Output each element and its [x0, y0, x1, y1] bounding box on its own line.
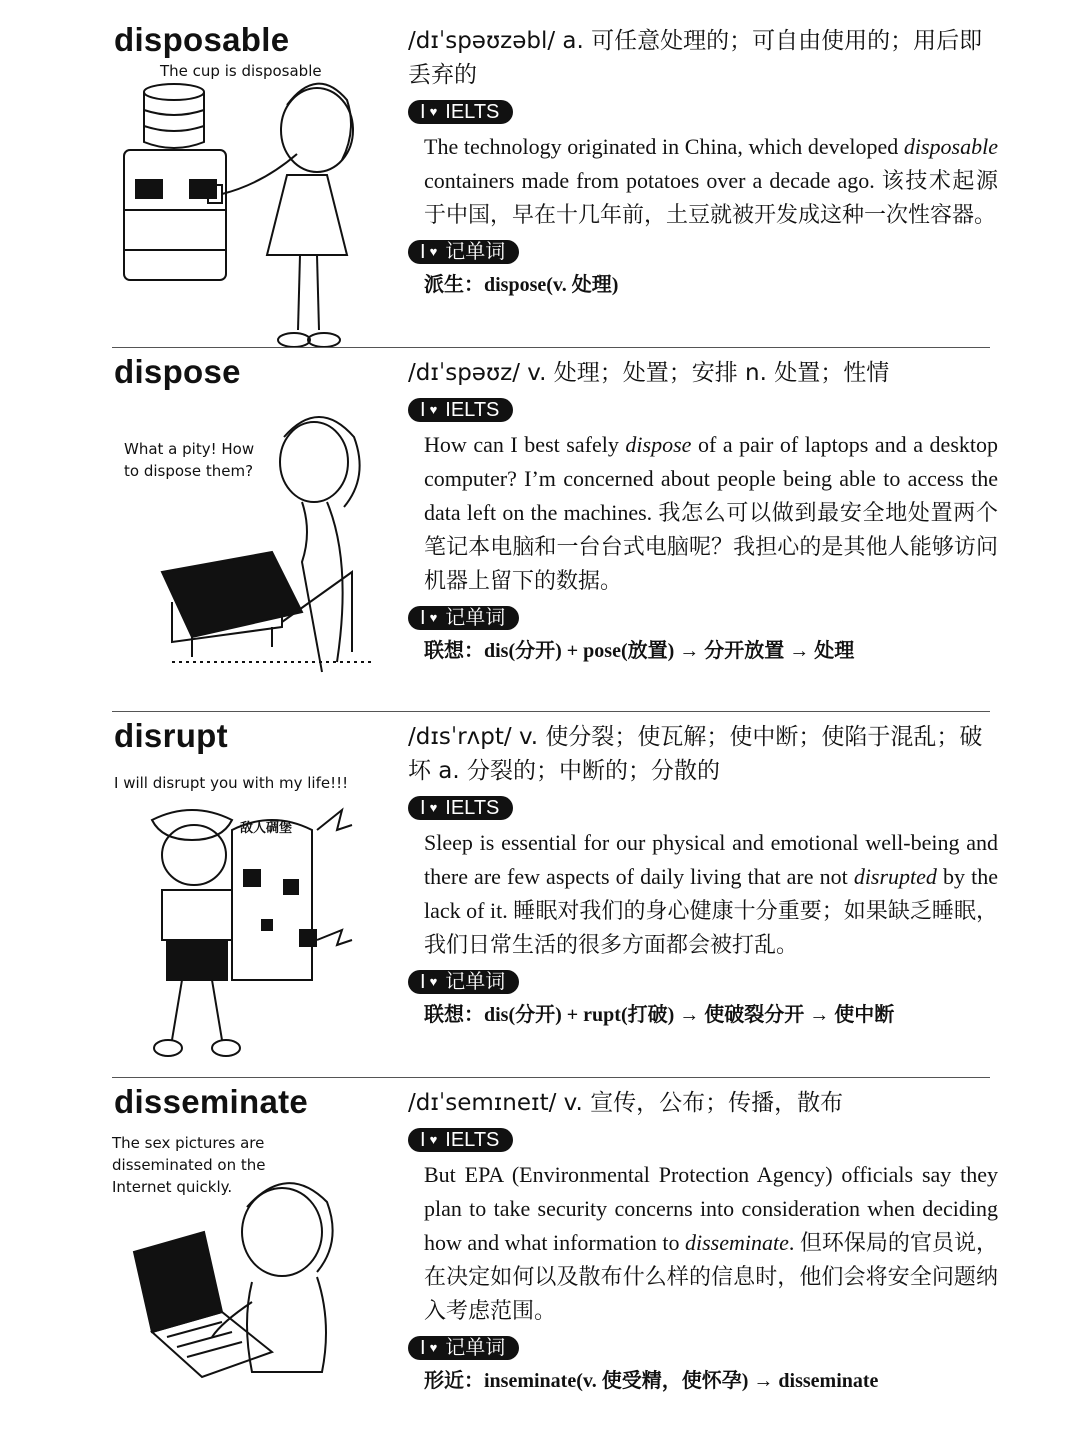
- memo-badge: I ♥ 记单词: [408, 970, 519, 994]
- heart-icon: ♥: [429, 104, 438, 119]
- definition: /dɪˈspəʊz/ v. 处理；处置；安排 n. 处置；性情: [408, 360, 890, 386]
- memo-badge: I ♥ 记单词: [408, 240, 519, 264]
- example-sentence: Sleep is essential for our physical and emotional well-being and there are few aspects of daily living that are not disrupted by the lack of it. 睡眠对我们的身心健康十分重要；如果缺乏睡眠，我们日常生活的很多方面都会被打乱。: [424, 830, 998, 957]
- illustration: [112, 770, 382, 1070]
- definition: /dɪˈsemɪneɪt/ v. 宣传，公布；传播，散布: [408, 1090, 844, 1116]
- heart-icon: ♥: [429, 402, 438, 417]
- heart-icon: ♥: [429, 1132, 438, 1147]
- memo-note: 联想：dis(分开) + pose(放置) → 分开放置 → 处理: [424, 640, 855, 662]
- headword: disposable: [114, 21, 290, 58]
- ielts-badge: I ♥ IELTS: [408, 1128, 513, 1152]
- illustration: [112, 402, 382, 702]
- memo-note: 派生：dispose(v. 处理): [424, 274, 619, 296]
- girl-with-laptop-icon: [112, 1132, 382, 1432]
- memo-badge: I ♥ 记单词: [408, 1336, 519, 1360]
- thinking-girl-icon: [112, 402, 382, 702]
- fortress-sign: 敌人碉堡: [240, 821, 293, 836]
- memo-badge: I ♥ 记单词: [408, 606, 519, 630]
- heart-icon: ♥: [429, 244, 438, 259]
- heart-icon: ♥: [429, 610, 438, 625]
- heart-icon: ♥: [429, 1340, 438, 1355]
- headword: disrupt: [114, 717, 228, 754]
- definition: /dɪˈspəʊzəbl/ a. 可任意处理的；可自由使用的；用后即丢弃的: [408, 28, 983, 88]
- memo-note: 形近：inseminate(v. 使受精，使怀孕) → disseminate: [424, 1370, 879, 1392]
- heart-icon: ♥: [429, 800, 438, 815]
- illustration-caption: What a pity! How to dispose them?: [124, 440, 255, 480]
- headword: dispose: [114, 353, 241, 390]
- entry-body: [408, 720, 998, 1030]
- entry-body: [408, 356, 998, 666]
- entry-body: [408, 24, 998, 300]
- heart-icon: ♥: [429, 974, 438, 989]
- divider: [112, 711, 990, 712]
- ielts-badge: I ♥ IELTS: [408, 796, 513, 820]
- illustration: [112, 1132, 382, 1432]
- girl-with-cup-icon: [112, 60, 382, 350]
- example-sentence: The technology originated in China, which developed disposable containers made from potatoes over a decade ago. 该技术起源于中国，早在十几年前，土豆就被开发成这种一次性容器。: [424, 134, 998, 227]
- example-sentence: How can I best safely dispose of a pair of laptops and a desktop computer? I’m concerned about people being able to access the data left on the machines. 我怎么可以做到最安全地处置两个笔记本电脑和一台台式电脑呢？我担心的是其他人能够访问机器上留下的数据。: [424, 432, 998, 593]
- entry-disseminate: [0, 1082, 1080, 1437]
- definition: /dɪsˈrʌpt/ v. 使分裂；使瓦解；使中断；使陷于混乱；破坏 a. 分裂的；中断的；分散的: [408, 724, 983, 784]
- divider: [112, 347, 990, 348]
- entry-disposable: [0, 20, 1080, 350]
- illustration-caption: I will disrupt you with my life!!!: [114, 774, 349, 792]
- illustration-caption: The sex pictures are disseminated on the Internet quickly.: [112, 1134, 266, 1196]
- entry-body: [408, 1086, 998, 1396]
- headword: disseminate: [114, 1083, 309, 1120]
- divider: [112, 1077, 990, 1078]
- entry-disrupt: [0, 716, 1080, 1076]
- example-sentence: But EPA (Environmental Protection Agency) officials say they plan to take security concerns into consideration when deciding how and what information to disseminate. 但环保局的官员说，在决定如何以及散布什么样的信息时，他们会将安全问题纳入考虑范围。: [424, 1162, 998, 1323]
- enemy-fortress-icon: [112, 770, 382, 1070]
- illustration-caption: The cup is disposable: [160, 62, 322, 80]
- memo-note: 联想：dis(分开) + rupt(打破) → 使破裂分开 → 使中断: [424, 1004, 895, 1026]
- illustration: [112, 60, 382, 350]
- ielts-badge: I ♥ IELTS: [408, 398, 513, 422]
- entry-dispose: [0, 352, 1080, 712]
- ielts-badge: I ♥ IELTS: [408, 100, 513, 124]
